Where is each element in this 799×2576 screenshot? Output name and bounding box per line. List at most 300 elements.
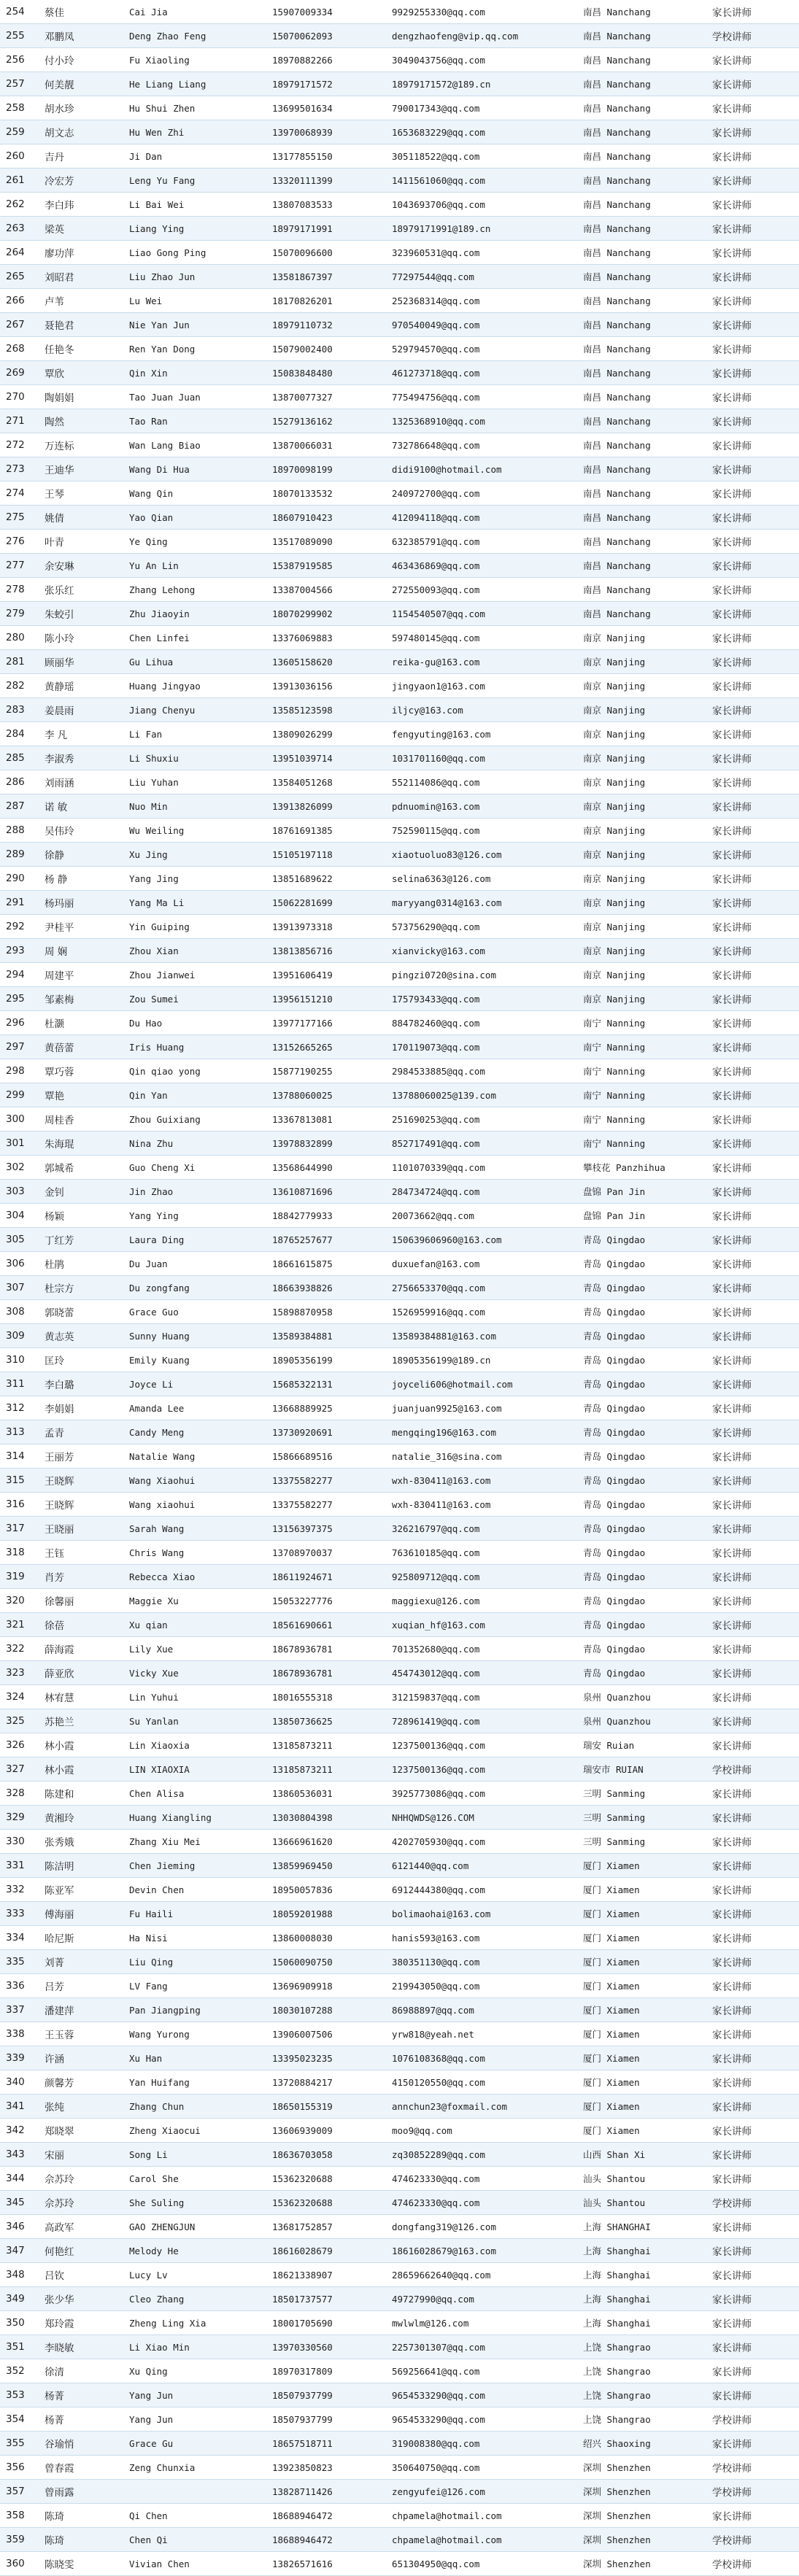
role-cell: 家长讲师	[709, 72, 799, 96]
chinese-name-cell: 徐馨丽	[42, 1589, 126, 1613]
phone-number-cell: 13956151210	[269, 987, 389, 1011]
row-index-cell: 347	[0, 2239, 42, 2263]
email-cell: 461273718@qq.com	[389, 361, 580, 385]
row-index-cell: 273	[0, 457, 42, 481]
role-cell: 家长讲师	[709, 1878, 799, 1902]
email-cell: 170119073@qq.com	[389, 1035, 580, 1059]
row-index-cell: 254	[0, 0, 42, 24]
table-row	[0, 770, 799, 794]
phone-number-cell: 18607910423	[269, 506, 389, 530]
email-cell: 319008380@qq.com	[389, 2432, 580, 2456]
phone-number-cell: 15105197118	[269, 843, 389, 867]
table-row	[0, 1902, 799, 1926]
table-row	[0, 819, 799, 843]
table-row	[0, 2552, 799, 2576]
email-cell: 1325368910@qq.com	[389, 409, 580, 433]
chinese-name-cell: 张纯	[42, 2095, 126, 2119]
city-cell: 南京 Nanjing	[580, 650, 709, 674]
email-cell: 18979171991@189.cn	[389, 217, 580, 241]
pinyin-name-cell: Cai Jia	[126, 0, 269, 24]
city-cell: 南昌 Nanchang	[580, 337, 709, 361]
role-cell: 家长讲师	[709, 2504, 799, 2528]
city-cell: 南昌 Nanchang	[580, 578, 709, 602]
city-cell: 盘锦 Pan Jin	[580, 1204, 709, 1228]
table-row	[0, 1517, 799, 1541]
city-cell: 南京 Nanjing	[580, 770, 709, 794]
chinese-name-cell: 肖芳	[42, 1565, 126, 1589]
row-index-cell: 297	[0, 1035, 42, 1059]
city-cell: 厦门 Xiamen	[580, 1974, 709, 1998]
table-row	[0, 217, 799, 241]
chinese-name-cell: 卢苇	[42, 289, 126, 313]
pinyin-name-cell: Liang Ying	[126, 217, 269, 241]
email-cell: 1154540507@qq.com	[389, 602, 580, 626]
role-cell: 家长讲师	[709, 385, 799, 409]
role-cell: 家长讲师	[709, 1830, 799, 1854]
city-cell: 南宁 Nanning	[580, 1107, 709, 1132]
city-cell: 青岛 Qingdao	[580, 1541, 709, 1565]
chinese-name-cell: 吕钦	[42, 2263, 126, 2287]
role-cell: 家长讲师	[709, 169, 799, 193]
pinyin-name-cell: Liao Gong Ping	[126, 241, 269, 265]
pinyin-name-cell: Zheng Ling Xia	[126, 2311, 269, 2335]
chinese-name-cell: 杨菁	[42, 2407, 126, 2432]
email-cell: 350640750@qq.com	[389, 2456, 580, 2480]
city-cell: 青岛 Qingdao	[580, 1396, 709, 1420]
city-cell: 南昌 Nanchang	[580, 530, 709, 554]
role-cell: 家长讲师	[709, 1589, 799, 1613]
role-cell: 家长讲师	[709, 1709, 799, 1733]
table-row	[0, 1132, 799, 1156]
row-index-cell: 260	[0, 144, 42, 169]
email-cell: 13589384881@163.com	[389, 1324, 580, 1348]
row-index-cell: 294	[0, 963, 42, 987]
email-cell: 632385791@qq.com	[389, 530, 580, 554]
chinese-name-cell: 苏艳兰	[42, 1709, 126, 1733]
chinese-name-cell: 王晓辉	[42, 1493, 126, 1517]
role-cell: 家长讲师	[709, 891, 799, 915]
email-cell: 970540049@qq.com	[389, 313, 580, 337]
city-cell: 上海 Shanghai	[580, 2263, 709, 2287]
table-row	[0, 193, 799, 217]
city-cell: 泉州 Quanzhou	[580, 1685, 709, 1709]
role-cell: 家长讲师	[709, 1926, 799, 1950]
pinyin-name-cell: Zeng Chunxia	[126, 2456, 269, 2480]
table-row	[0, 96, 799, 120]
pinyin-name-cell: Du Hao	[126, 1011, 269, 1035]
email-cell: 1526959916@qq.com	[389, 1300, 580, 1324]
pinyin-name-cell: LIN XIAOXIA	[126, 1757, 269, 1782]
chinese-name-cell: 王钰	[42, 1541, 126, 1565]
chinese-name-cell: 黄志英	[42, 1324, 126, 1348]
phone-number-cell: 18970098199	[269, 457, 389, 481]
chinese-name-cell: 郭城希	[42, 1156, 126, 1180]
city-cell: 深圳 Shenzhen	[580, 2504, 709, 2528]
row-index-cell: 307	[0, 1276, 42, 1300]
email-cell: 9654533290@qq.com	[389, 2383, 580, 2407]
row-index-cell: 284	[0, 722, 42, 746]
phone-number-cell: 18611924671	[269, 1565, 389, 1589]
chinese-name-cell: 万连标	[42, 433, 126, 457]
phone-number-cell: 13185873211	[269, 1757, 389, 1782]
email-cell: 3925773086@qq.com	[389, 1782, 580, 1806]
table-row	[0, 987, 799, 1011]
row-index-cell: 344	[0, 2167, 42, 2191]
email-cell: 18616028679@163.com	[389, 2239, 580, 2263]
pinyin-name-cell: Qi Chen	[126, 2504, 269, 2528]
city-cell: 深圳 Shenzhen	[580, 2480, 709, 2504]
chinese-name-cell: 傅海丽	[42, 1902, 126, 1926]
email-cell: 6912444380@qq.com	[389, 1878, 580, 1902]
pinyin-name-cell: Zhou Xian	[126, 939, 269, 963]
chinese-name-cell: 覃欣	[42, 361, 126, 385]
pinyin-name-cell: Li Bai Wei	[126, 193, 269, 217]
chinese-name-cell: 付小玲	[42, 48, 126, 72]
row-index-cell: 295	[0, 987, 42, 1011]
role-cell: 家长讲师	[709, 1396, 799, 1420]
table-row	[0, 1733, 799, 1757]
table-row	[0, 674, 799, 698]
phone-number-cell: 13606939009	[269, 2119, 389, 2143]
chinese-name-cell: 林小霞	[42, 1757, 126, 1782]
role-cell: 家长讲师	[709, 1035, 799, 1059]
email-cell: dongfang319@126.com	[389, 2215, 580, 2239]
role-cell: 家长讲师	[709, 1661, 799, 1685]
pinyin-name-cell	[126, 2480, 269, 2504]
row-index-cell: 303	[0, 1180, 42, 1204]
table-row	[0, 1011, 799, 1035]
city-cell: 南京 Nanjing	[580, 819, 709, 843]
email-cell: 77297544@qq.com	[389, 265, 580, 289]
chinese-name-cell: 林宥慧	[42, 1685, 126, 1709]
pinyin-name-cell: Lily Xue	[126, 1637, 269, 1661]
pinyin-name-cell: Du Juan	[126, 1252, 269, 1276]
email-cell: pingzi0720@sina.com	[389, 963, 580, 987]
role-cell: 家长讲师	[709, 770, 799, 794]
city-cell: 南京 Nanjing	[580, 867, 709, 891]
role-cell: 家长讲师	[709, 1324, 799, 1348]
city-cell: 青岛 Qingdao	[580, 1661, 709, 1685]
role-cell: 家长讲师	[709, 1998, 799, 2022]
email-cell: 150639606960@163.com	[389, 1228, 580, 1252]
city-cell: 上海 SHANGHAI	[580, 2215, 709, 2239]
phone-number-cell: 18765257677	[269, 1228, 389, 1252]
phone-number-cell: 13696909918	[269, 1974, 389, 1998]
city-cell: 上饶 Shangrao	[580, 2383, 709, 2407]
table-row	[0, 1854, 799, 1878]
email-cell: 752590115@qq.com	[389, 819, 580, 843]
city-cell: 青岛 Qingdao	[580, 1589, 709, 1613]
pinyin-name-cell: Zhou Jianwei	[126, 963, 269, 987]
city-cell: 南昌 Nanchang	[580, 144, 709, 169]
pinyin-name-cell: Lin Yuhui	[126, 1685, 269, 1709]
phone-number-cell: 13951039714	[269, 746, 389, 770]
phone-number-cell: 18636703058	[269, 2143, 389, 2167]
role-cell: 家长讲师	[709, 2143, 799, 2167]
row-index-cell: 343	[0, 2143, 42, 2167]
row-index-cell: 322	[0, 1637, 42, 1661]
table-row	[0, 1276, 799, 1300]
pinyin-name-cell: Nina Zhu	[126, 1132, 269, 1156]
phone-number-cell: 18905356199	[269, 1348, 389, 1372]
pinyin-name-cell: Xu qian	[126, 1613, 269, 1637]
email-cell: 454743012@qq.com	[389, 1661, 580, 1685]
email-cell: 3049043756@qq.com	[389, 48, 580, 72]
role-cell: 家长讲师	[709, 1444, 799, 1469]
phone-number-cell: 13376069883	[269, 626, 389, 650]
table-row	[0, 0, 799, 24]
chinese-name-cell: 邓鹏凤	[42, 24, 126, 48]
table-row	[0, 361, 799, 385]
row-index-cell: 296	[0, 1011, 42, 1035]
email-cell: moo9@qq.com	[389, 2119, 580, 2143]
city-cell: 南昌 Nanchang	[580, 602, 709, 626]
table-row	[0, 530, 799, 554]
chinese-name-cell: 陈晓雯	[42, 2552, 126, 2576]
email-cell: chpamela@hotmail.com	[389, 2504, 580, 2528]
pinyin-name-cell: Qin qiao yong	[126, 1059, 269, 1083]
role-cell: 家长讲师	[709, 602, 799, 626]
city-cell: 南京 Nanjing	[580, 626, 709, 650]
role-cell: 家长讲师	[709, 361, 799, 385]
role-cell: 家长讲师	[709, 2167, 799, 2191]
email-cell: 412094118@qq.com	[389, 506, 580, 530]
row-index-cell: 314	[0, 1444, 42, 1469]
row-index-cell: 263	[0, 217, 42, 241]
table-row	[0, 1637, 799, 1661]
phone-number-cell: 18688946472	[269, 2528, 389, 2552]
row-index-cell: 271	[0, 409, 42, 433]
row-index-cell: 358	[0, 2504, 42, 2528]
city-cell: 南京 Nanjing	[580, 915, 709, 939]
role-cell: 家长讲师	[709, 530, 799, 554]
pinyin-name-cell: Li Xiao Min	[126, 2335, 269, 2359]
chinese-name-cell: 刘菁	[42, 1950, 126, 1974]
table-row	[0, 698, 799, 722]
phone-number-cell: 13156397375	[269, 1517, 389, 1541]
email-cell: 326216797@qq.com	[389, 1517, 580, 1541]
phone-number-cell: 18070299902	[269, 602, 389, 626]
phone-number-cell: 18979171572	[269, 72, 389, 96]
email-cell: 569256641@qq.com	[389, 2359, 580, 2383]
chinese-name-cell: 陶然	[42, 409, 126, 433]
phone-number-cell: 13030804398	[269, 1806, 389, 1830]
email-cell: joyceli606@hotmail.com	[389, 1372, 580, 1396]
table-row	[0, 1228, 799, 1252]
email-cell: didi9100@hotmail.com	[389, 457, 580, 481]
phone-number-cell: 13813856716	[269, 939, 389, 963]
row-index-cell: 269	[0, 361, 42, 385]
chinese-name-cell: 陈琦	[42, 2504, 126, 2528]
role-cell: 家长讲师	[709, 1107, 799, 1132]
phone-number-cell: 13666961620	[269, 1830, 389, 1854]
phone-number-cell: 18621338907	[269, 2263, 389, 2287]
email-cell: 272550093@qq.com	[389, 578, 580, 602]
pinyin-name-cell: Wang xiaohui	[126, 1493, 269, 1517]
pinyin-name-cell: LV Fang	[126, 1974, 269, 1998]
email-cell: yrw818@yeah.net	[389, 2022, 580, 2046]
pinyin-name-cell: Wang Qin	[126, 481, 269, 506]
email-cell: 925809712@qq.com	[389, 1565, 580, 1589]
chinese-name-cell: 诺 敏	[42, 794, 126, 819]
city-cell: 南京 Nanjing	[580, 891, 709, 915]
role-cell: 家长讲师	[709, 481, 799, 506]
pinyin-name-cell: Yang Ying	[126, 1204, 269, 1228]
table-row	[0, 2480, 799, 2504]
phone-number-cell: 18059201988	[269, 1902, 389, 1926]
table-row	[0, 843, 799, 867]
phone-number-cell: 13850736625	[269, 1709, 389, 1733]
row-index-cell: 290	[0, 867, 42, 891]
phone-number-cell: 13870077327	[269, 385, 389, 409]
table-row	[0, 1444, 799, 1469]
chinese-name-cell: 孟青	[42, 1420, 126, 1444]
city-cell: 南昌 Nanchang	[580, 48, 709, 72]
chinese-name-cell: 聂艳君	[42, 313, 126, 337]
role-cell: 家长讲师	[709, 1541, 799, 1565]
row-index-cell: 321	[0, 1613, 42, 1637]
email-cell: 312159837@qq.com	[389, 1685, 580, 1709]
pinyin-name-cell: Xu Jing	[126, 843, 269, 867]
chinese-name-cell: 黄蓓蕾	[42, 1035, 126, 1059]
city-cell: 南京 Nanjing	[580, 987, 709, 1011]
chinese-name-cell: 何美靓	[42, 72, 126, 96]
phone-number-cell: 18661615875	[269, 1252, 389, 1276]
phone-number-cell: 18070133532	[269, 481, 389, 506]
chinese-name-cell: 王迪华	[42, 457, 126, 481]
phone-number-cell: 13517089090	[269, 530, 389, 554]
city-cell: 上海 Shanghai	[580, 2311, 709, 2335]
table-row	[0, 433, 799, 457]
email-cell: chpamela@hotmail.com	[389, 2528, 580, 2552]
pinyin-name-cell: Wang Xiaohui	[126, 1469, 269, 1493]
row-index-cell: 340	[0, 2070, 42, 2095]
table-row	[0, 1204, 799, 1228]
phone-number-cell: 13913826099	[269, 794, 389, 819]
email-cell: 86988897@qq.com	[389, 1998, 580, 2022]
phone-number-cell: 13851689622	[269, 867, 389, 891]
pinyin-name-cell: Zhang Xiu Mei	[126, 1830, 269, 1854]
row-index-cell: 287	[0, 794, 42, 819]
chinese-name-cell: 陈建和	[42, 1782, 126, 1806]
city-cell: 南昌 Nanchang	[580, 217, 709, 241]
email-cell: 219943050@qq.com	[389, 1974, 580, 1998]
phone-number-cell: 13859969450	[269, 1854, 389, 1878]
pinyin-name-cell: Pan Jiangping	[126, 1998, 269, 2022]
row-index-cell: 336	[0, 1974, 42, 1998]
table-row	[0, 2167, 799, 2191]
chinese-name-cell: 曾雨露	[42, 2480, 126, 2504]
table-row	[0, 2407, 799, 2432]
pinyin-name-cell: Leng Yu Fang	[126, 169, 269, 193]
pinyin-name-cell: Huang Jingyao	[126, 674, 269, 698]
role-cell: 学校讲师	[709, 2407, 799, 2432]
chinese-name-cell: 梁英	[42, 217, 126, 241]
pinyin-name-cell: Yu An Lin	[126, 554, 269, 578]
table-row	[0, 1565, 799, 1589]
phone-number-cell: 15060090750	[269, 1950, 389, 1974]
city-cell: 厦门 Xiamen	[580, 1998, 709, 2022]
table-row	[0, 24, 799, 48]
phone-number-cell: 18950057836	[269, 1878, 389, 1902]
phone-number-cell: 13605158620	[269, 650, 389, 674]
chinese-name-cell: 吉丹	[42, 144, 126, 169]
email-cell: 20073662@qq.com	[389, 1204, 580, 1228]
chinese-name-cell: 朱海琨	[42, 1132, 126, 1156]
chinese-name-cell: 陈小玲	[42, 626, 126, 650]
table-row	[0, 2335, 799, 2359]
city-cell: 上饶 Shangrao	[580, 2359, 709, 2383]
city-cell: 南昌 Nanchang	[580, 409, 709, 433]
phone-number-cell: 18678936781	[269, 1637, 389, 1661]
row-index-cell: 345	[0, 2191, 42, 2215]
phone-number-cell: 18001705690	[269, 2311, 389, 2335]
city-cell: 南昌 Nanchang	[580, 506, 709, 530]
table-row	[0, 891, 799, 915]
email-cell: wxh-830411@163.com	[389, 1493, 580, 1517]
table-row	[0, 2070, 799, 2095]
phone-number-cell: 13681752857	[269, 2215, 389, 2239]
table-row	[0, 1613, 799, 1637]
row-index-cell: 277	[0, 554, 42, 578]
city-cell: 南宁 Nanning	[580, 1035, 709, 1059]
chinese-name-cell: 吕芳	[42, 1974, 126, 1998]
email-cell: annchun23@foxmail.com	[389, 2095, 580, 2119]
table-row	[0, 169, 799, 193]
phone-number-cell: 15898870958	[269, 1300, 389, 1324]
chinese-name-cell: 陶娟娟	[42, 385, 126, 409]
city-cell: 青岛 Qingdao	[580, 1300, 709, 1324]
email-cell: 1043693706@qq.com	[389, 193, 580, 217]
role-cell: 家长讲师	[709, 217, 799, 241]
phone-number-cell: 15083848480	[269, 361, 389, 385]
email-cell: 552114086@qq.com	[389, 770, 580, 794]
email-cell: reika-gu@163.com	[389, 650, 580, 674]
role-cell: 家长讲师	[709, 337, 799, 361]
table-row	[0, 722, 799, 746]
pinyin-name-cell: Devin Chen	[126, 1878, 269, 1902]
role-cell: 家长讲师	[709, 2287, 799, 2311]
email-cell: 9929255330@qq.com	[389, 0, 580, 24]
chinese-name-cell: 颜馨芳	[42, 2070, 126, 2095]
email-cell: xianvicky@163.com	[389, 939, 580, 963]
city-cell: 厦门 Xiamen	[580, 2095, 709, 2119]
email-cell: 284734724@qq.com	[389, 1180, 580, 1204]
phone-number-cell: 18979110732	[269, 313, 389, 337]
role-cell: 家长讲师	[709, 506, 799, 530]
phone-number-cell: 13610871696	[269, 1180, 389, 1204]
email-cell: 597480145@qq.com	[389, 626, 580, 650]
table-row	[0, 2119, 799, 2143]
city-cell: 青岛 Qingdao	[580, 1517, 709, 1541]
city-cell: 厦门 Xiamen	[580, 2022, 709, 2046]
chinese-name-cell: 许涵	[42, 2046, 126, 2070]
table-row	[0, 1878, 799, 1902]
email-cell: 4150120550@qq.com	[389, 2070, 580, 2095]
email-cell: pdnuomin@163.com	[389, 794, 580, 819]
phone-number-cell: 15877190255	[269, 1059, 389, 1083]
phone-number-cell: 13584051268	[269, 770, 389, 794]
row-index-cell: 311	[0, 1372, 42, 1396]
role-cell: 学校讲师	[709, 2191, 799, 2215]
role-cell: 家长讲师	[709, 1685, 799, 1709]
email-cell: 463436869@qq.com	[389, 554, 580, 578]
row-index-cell: 267	[0, 313, 42, 337]
role-cell: 家长讲师	[709, 1637, 799, 1661]
table-row	[0, 409, 799, 433]
email-cell: 240972700@qq.com	[389, 481, 580, 506]
row-index-cell: 289	[0, 843, 42, 867]
